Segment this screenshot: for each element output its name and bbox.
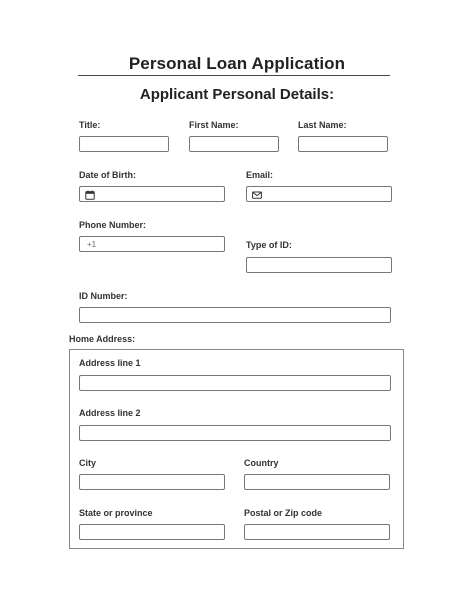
title-divider: [78, 75, 390, 76]
phone-input[interactable]: [79, 236, 225, 252]
address-line1-label: Address line 1: [79, 358, 141, 368]
phone-label: Phone Number:: [79, 220, 147, 230]
id-number-input[interactable]: [79, 307, 391, 323]
city-label: City: [79, 458, 97, 468]
id-number-label: ID Number:: [79, 291, 128, 301]
title-input[interactable]: [79, 136, 169, 152]
dob-label: Date of Birth:: [79, 170, 136, 180]
state-label: State or province: [79, 508, 153, 518]
phone-prefix: +1: [87, 240, 97, 249]
email-input[interactable]: [246, 186, 392, 202]
email-label: Email:: [246, 170, 274, 180]
address-line1-input[interactable]: [79, 375, 391, 391]
first-name-label: First Name:: [189, 120, 239, 130]
envelope-icon: [252, 190, 262, 200]
city-input[interactable]: [79, 474, 225, 490]
calendar-icon: [85, 190, 95, 200]
last-name-input[interactable]: [298, 136, 388, 152]
country-label: Country: [244, 458, 279, 468]
state-input[interactable]: [79, 524, 225, 540]
address-line2-label: Address line 2: [79, 408, 141, 418]
home-address-heading: Home Address:: [69, 334, 136, 344]
title-label: Title:: [79, 120, 101, 130]
address-line2-input[interactable]: [79, 425, 391, 441]
form-title: Personal Loan Application: [128, 54, 346, 73]
last-name-label: Last Name:: [298, 120, 347, 130]
section-title: Applicant Personal Details:: [139, 86, 335, 103]
postal-code-label: Postal or Zip code: [244, 508, 323, 518]
first-name-input[interactable]: [189, 136, 279, 152]
dob-input[interactable]: [79, 186, 225, 202]
id-type-input[interactable]: [246, 257, 392, 273]
postal-code-input[interactable]: [244, 524, 390, 540]
country-input[interactable]: [244, 474, 390, 490]
id-type-label: Type of ID:: [246, 240, 292, 250]
